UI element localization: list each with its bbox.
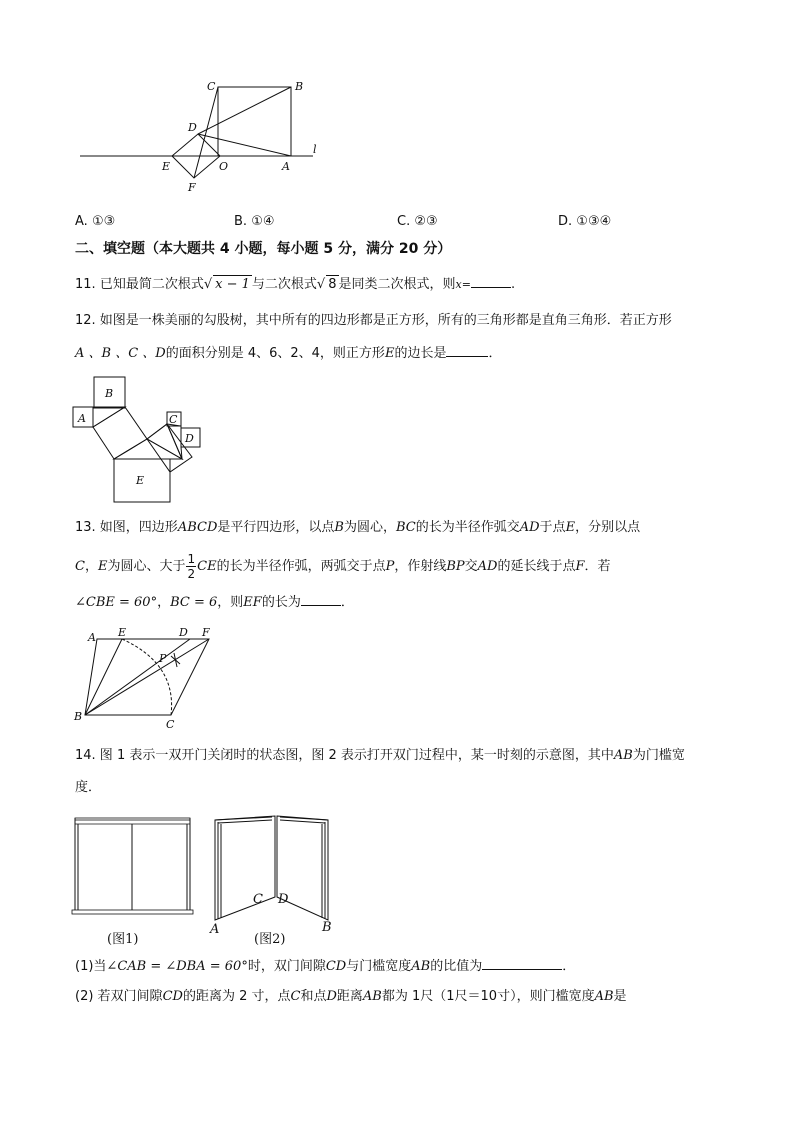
question-14-line-2: 度． xyxy=(75,780,102,795)
q14-text: 时，双门间隙 xyxy=(247,959,326,974)
fraction-numerator: 1 xyxy=(187,552,196,566)
question-14-line-1 xyxy=(75,747,685,765)
q10-option-c xyxy=(397,213,438,231)
q13-point-p: P xyxy=(385,559,395,574)
q13-bc-length: BC = 6 xyxy=(170,595,218,610)
fig10-label-d: D xyxy=(188,121,197,134)
q13-fraction xyxy=(186,552,196,581)
q13-text: 13. 如图，四边形 xyxy=(75,520,178,535)
question-14-part-2 xyxy=(75,988,627,1006)
fig2-label-a: A xyxy=(210,922,220,937)
q13-abcd: ABCD xyxy=(177,520,218,535)
q14-ab: AB xyxy=(613,748,633,763)
q12-square-e: E xyxy=(384,346,395,361)
q13-answer-blank[interactable] xyxy=(301,592,341,606)
fig2-label-c: C xyxy=(253,892,263,907)
q13-text: ．若 xyxy=(584,559,611,574)
q12-fig-label-e: E xyxy=(136,474,145,487)
q14-point-d: D xyxy=(326,989,337,1004)
q13-bc: BC xyxy=(395,520,416,535)
q11-variable: x xyxy=(455,278,462,291)
option-value: ①③ xyxy=(91,214,116,229)
question-13-line-3 xyxy=(75,592,354,612)
q12-text-2: 的边长是 xyxy=(394,346,447,361)
question-14-part-1 xyxy=(75,956,575,976)
q10-option-a xyxy=(75,213,115,231)
q14-text: 与门槛宽度 xyxy=(346,959,412,974)
q10-figure xyxy=(75,76,335,196)
option-value: ①④ xyxy=(251,214,275,229)
q11-equals: = xyxy=(461,278,471,291)
q12-text: 的面积分别是 4、6、2、4，则正方形 xyxy=(165,346,385,361)
q13-text: ，则 xyxy=(217,595,244,610)
option-letter: D. xyxy=(558,214,573,229)
q14-text: 的比值为 xyxy=(430,959,483,974)
q13-parallelogram-figure xyxy=(72,624,222,734)
option-value: ②③ xyxy=(414,214,438,229)
q14-text: 都为 1尺（1尺＝10寸），则门槛宽度 xyxy=(381,989,595,1004)
fig1-caption: (图1) xyxy=(107,932,139,947)
q14-text: 为门槛宽 xyxy=(632,748,685,763)
q13-fig-label-e: E xyxy=(118,626,127,639)
q13-text: 于点 xyxy=(539,520,566,535)
q13-text: 是平行四边形，以点 xyxy=(217,520,335,535)
q11-answer-blank[interactable] xyxy=(471,274,511,288)
option-letter: B. xyxy=(234,214,248,229)
fig10-label-o: O xyxy=(219,160,229,173)
q12-end: ． xyxy=(488,346,502,361)
q14-text: 的距离为 2 寸，点 xyxy=(182,989,291,1004)
q14-part1-answer-blank[interactable] xyxy=(482,956,562,970)
q14-door-figures xyxy=(70,812,350,952)
q13-fig-label-c: C xyxy=(166,718,175,731)
q13-ad: AD xyxy=(519,520,540,535)
q13-point-f: F xyxy=(575,559,585,574)
question-number: 11. xyxy=(75,277,96,292)
q14-point-c: C xyxy=(290,989,301,1004)
q13-fig-label-a: A xyxy=(88,631,96,644)
q11-radicand-2: 8 xyxy=(328,277,337,292)
question-13-line-2 xyxy=(75,552,611,582)
q13-ce: CE xyxy=(197,559,217,574)
q14-text: 距离 xyxy=(336,989,363,1004)
q13-ad: AD xyxy=(477,559,498,574)
q10-option-d xyxy=(558,213,611,231)
fraction-denominator: 2 xyxy=(187,567,196,581)
q14-ab: AB xyxy=(362,989,382,1004)
q11-end: . xyxy=(510,277,516,292)
q13-point-c: C xyxy=(75,559,85,574)
q12-answer-blank[interactable] xyxy=(446,343,488,357)
q13-text: ， xyxy=(157,595,171,610)
q12-fig-label-d: D xyxy=(185,432,194,445)
fig2-opening-door xyxy=(215,816,328,920)
q13-point-b: B xyxy=(334,520,344,535)
fig10-label-c: C xyxy=(207,80,216,93)
fig10-label-b: B xyxy=(295,80,304,93)
q11-radicand-1: x − 1 xyxy=(215,277,250,292)
question-11: 11. 已知最简二次根式√ x − 1 与二次根式√ 8 是同类二次根式，则x= . xyxy=(75,274,515,294)
q12-fig-label-c: C xyxy=(169,413,178,426)
fig10-label-a: A xyxy=(282,160,290,173)
q14-end: ． xyxy=(562,959,576,974)
q13-fig-label-p: P xyxy=(159,652,167,665)
q12-square-vars: A 、B 、C 、D xyxy=(75,346,166,361)
q14-text: 14. 图 1 表示一双开门关闭时的状态图，图 2 表示打开双门过程中，某一时刻的示意图，其中 xyxy=(75,748,614,763)
q13-fig-label-d: D xyxy=(179,626,188,639)
question-12-line-1: 12. 如图是一株美丽的勾股树，其中所有的四边形都是正方形，所有的三角形都是直角三角形．若正方形 xyxy=(75,313,672,328)
q14-angles: ∠CAB = ∠DBA = 60° xyxy=(106,959,248,974)
q11-text: 已知最简二次根式 xyxy=(99,277,204,292)
q14-text: (1)当 xyxy=(75,959,107,974)
q13-end: ． xyxy=(340,595,354,610)
q14-ab: AB xyxy=(411,959,431,974)
q14-text: (2) 若双门间隙 xyxy=(75,989,163,1004)
option-letter: A. xyxy=(75,214,88,229)
q13-fig-label-b: B xyxy=(74,710,83,723)
q14-ab: AB xyxy=(594,989,614,1004)
option-letter: C. xyxy=(397,214,411,229)
q12-fig-label-b: B xyxy=(105,387,114,400)
question-12-line-2 xyxy=(75,343,501,363)
fig1-closed-door xyxy=(72,818,193,914)
q11-text-2: 与二次根式 xyxy=(251,277,317,292)
q13-text: ，分别以点 xyxy=(575,520,641,535)
q13-ef: EF xyxy=(243,595,262,610)
q14-cd: CD xyxy=(325,959,347,974)
q11-text-3: 是同类二次根式，则 xyxy=(338,277,456,292)
q12-pythagoras-tree-figure xyxy=(70,372,210,507)
q14-text: 是 xyxy=(613,989,627,1004)
question-13-line-1 xyxy=(75,519,640,537)
q12-fig-label-a: A xyxy=(78,412,86,425)
q14-text: 和点 xyxy=(300,989,327,1004)
q13-text: 的长为半径作弧，两弧交于点 xyxy=(216,559,386,574)
fig2-label-b: B xyxy=(322,920,332,935)
q14-cd: CD xyxy=(162,989,183,1004)
fig2-label-d: D xyxy=(278,892,289,907)
q13-point-e: E xyxy=(97,559,108,574)
section-heading: 二、填空题（本大题共 4 小题，每小题 5 分，满分 20 分） xyxy=(75,241,452,257)
q13-text: 的长为半径作弧交 xyxy=(415,520,520,535)
q13-text: ，作射线 xyxy=(394,559,447,574)
fig10-label-e: E xyxy=(162,160,171,173)
q10-option-b xyxy=(234,213,275,231)
q13-text: 为圆心、大于 xyxy=(107,559,186,574)
q13-angle: ∠CBE = 60° xyxy=(75,595,158,610)
q13-point-e: E xyxy=(565,520,576,535)
fig2-caption: (图2) xyxy=(254,932,286,947)
option-value: ①③④ xyxy=(576,214,612,229)
q13-text: 交 xyxy=(464,559,478,574)
q13-text: 为圆心， xyxy=(343,520,396,535)
q13-bp: BP xyxy=(446,559,465,574)
fig10-label-f: F xyxy=(188,181,196,194)
fig10-label-l: l xyxy=(313,143,317,156)
q13-text: ， xyxy=(84,559,98,574)
q13-text: 的长为 xyxy=(261,595,301,610)
q13-fig-label-f: F xyxy=(202,626,210,639)
q13-text: 的延长线于点 xyxy=(497,559,576,574)
